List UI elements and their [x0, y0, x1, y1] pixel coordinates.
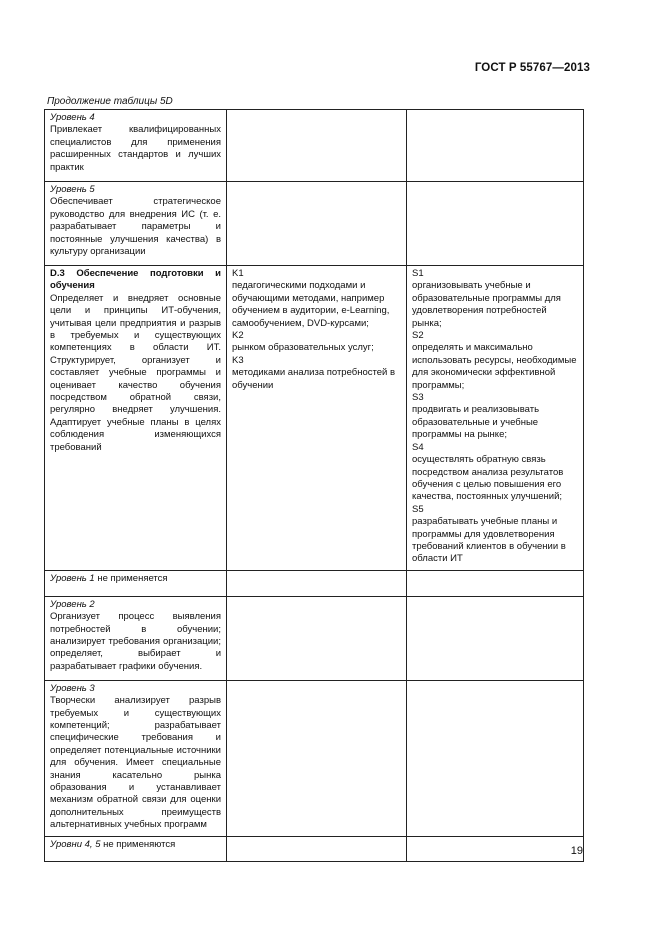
skills-cell [407, 570, 584, 596]
skills-cell [407, 680, 584, 836]
knowledge-text: методиками анализа потребностей в обучении [232, 367, 396, 391]
skill-code: S5 [412, 503, 424, 515]
skills-cell [407, 596, 584, 680]
skill-text: организовывать учебные и образовательные программы для удовлетворения потребностей рынка; [412, 280, 561, 329]
knowledge-cell [227, 182, 407, 266]
table-row [45, 596, 584, 680]
level-label: Уровень 1 [50, 572, 95, 584]
table-row [45, 570, 584, 596]
skills-cell [407, 266, 584, 571]
competence-heading: D.3 Обеспечение подготовки и обучения [50, 268, 221, 292]
knowledge-cell [227, 570, 407, 596]
level-description: Организует процесс выявления потребностей в обучении; анализирует требования организации; определяет, выбирает и разрабатывает графики обучения. [50, 611, 221, 672]
skill-code: S2 [412, 330, 424, 342]
skills-cell [407, 110, 584, 182]
competence-description: Определяет и внедряет основные цели и принципы ИТ-обучения, учитывая цели предприятия и разрыв в требуемых и существующих компетенциях в области ИТ. Структурирует, организует и составляет учебные программы и оценивает качество обучения посредством обратной связи, регулярно внедряет улучшения. Адаптирует учебные планы в целях соблюдения изменяющихся требований [50, 292, 221, 453]
knowledge-cell [227, 836, 407, 861]
competence-table [44, 109, 584, 862]
knowledge-cell [227, 110, 407, 182]
skill-text: осуществлять обратную связь посредством анализа результатов обучения с целью повышения его качества, постоянных улучшений; [412, 454, 564, 503]
level-note: не применяется [94, 572, 168, 584]
level-label: Уровень 5 [50, 184, 95, 195]
knowledge-cell [227, 266, 407, 571]
level-label: Уровень 2 [50, 598, 95, 610]
skill-code: S1 [412, 268, 424, 279]
dimension-cell [45, 596, 227, 680]
skill-code: S3 [412, 392, 424, 404]
knowledge-cell [227, 680, 407, 836]
dimension-cell [45, 570, 227, 596]
knowledge-code: K3 [232, 354, 244, 366]
competence-description-cell [45, 266, 227, 571]
knowledge-code: K2 [232, 330, 244, 342]
page-number: 19 [570, 845, 583, 857]
knowledge-text: рынком образовательных услуг; [232, 342, 374, 354]
knowledge-text: педагогическими подходами и обучающими методами, например обучением в аудитории, e-Learning, самообучением, DVD-курсами; [232, 280, 390, 329]
skills-cell [407, 182, 584, 266]
level-label: Уровень 4 [50, 112, 95, 123]
table-row [45, 680, 584, 836]
skill-code: S4 [412, 441, 424, 453]
skill-text: разрабатывать учебные планы и программы для удовлетворения требований клиентов в обучении в области ИТ [412, 516, 566, 565]
level-label: Уровень 3 [50, 682, 95, 694]
knowledge-code: K1 [232, 268, 244, 279]
level-description: Привлекает квалифицированных специалистов для применения расширенных стандартов и лучших практик [50, 124, 221, 173]
skill-text: продвигать и реализовывать образовательные и учебные программы на рынке; [412, 404, 540, 441]
dimension-cell [45, 182, 227, 266]
document-standard-number: ГОСТ Р 55767—2013 [474, 62, 590, 74]
table-row [45, 110, 584, 182]
level-description: Обеспечивает стратегическое руководство для внедрения ИС (т. е. разрабатывает параметры и постоянные улучшения качества) в культуру организации [50, 196, 221, 258]
level-description: Творчески анализирует разрыв требуемых и существующих компетенций; разрабатывает специфические требования и определяет потенциальные источники для обучения. Имеет специальные знания касательно рынка образования и устанавливает механизм обратной связи для оценки дополнительных преимуществ альтернативных учебных программ [50, 695, 221, 831]
table-caption: Продолжение таблицы 5D [47, 96, 173, 107]
dimension-cell [45, 680, 227, 836]
knowledge-cell [227, 596, 407, 680]
level-note: не применяются [100, 838, 176, 850]
skill-text: определять и максимально использовать ресурсы, необходимые для экономически эффективной программы; [412, 342, 577, 391]
dimension-cell [45, 836, 227, 861]
table-row [45, 836, 584, 861]
table-row [45, 266, 584, 571]
level-label: Уровни 4, 5 [50, 838, 101, 850]
dimension-cell [45, 110, 227, 182]
table-row [45, 182, 584, 266]
